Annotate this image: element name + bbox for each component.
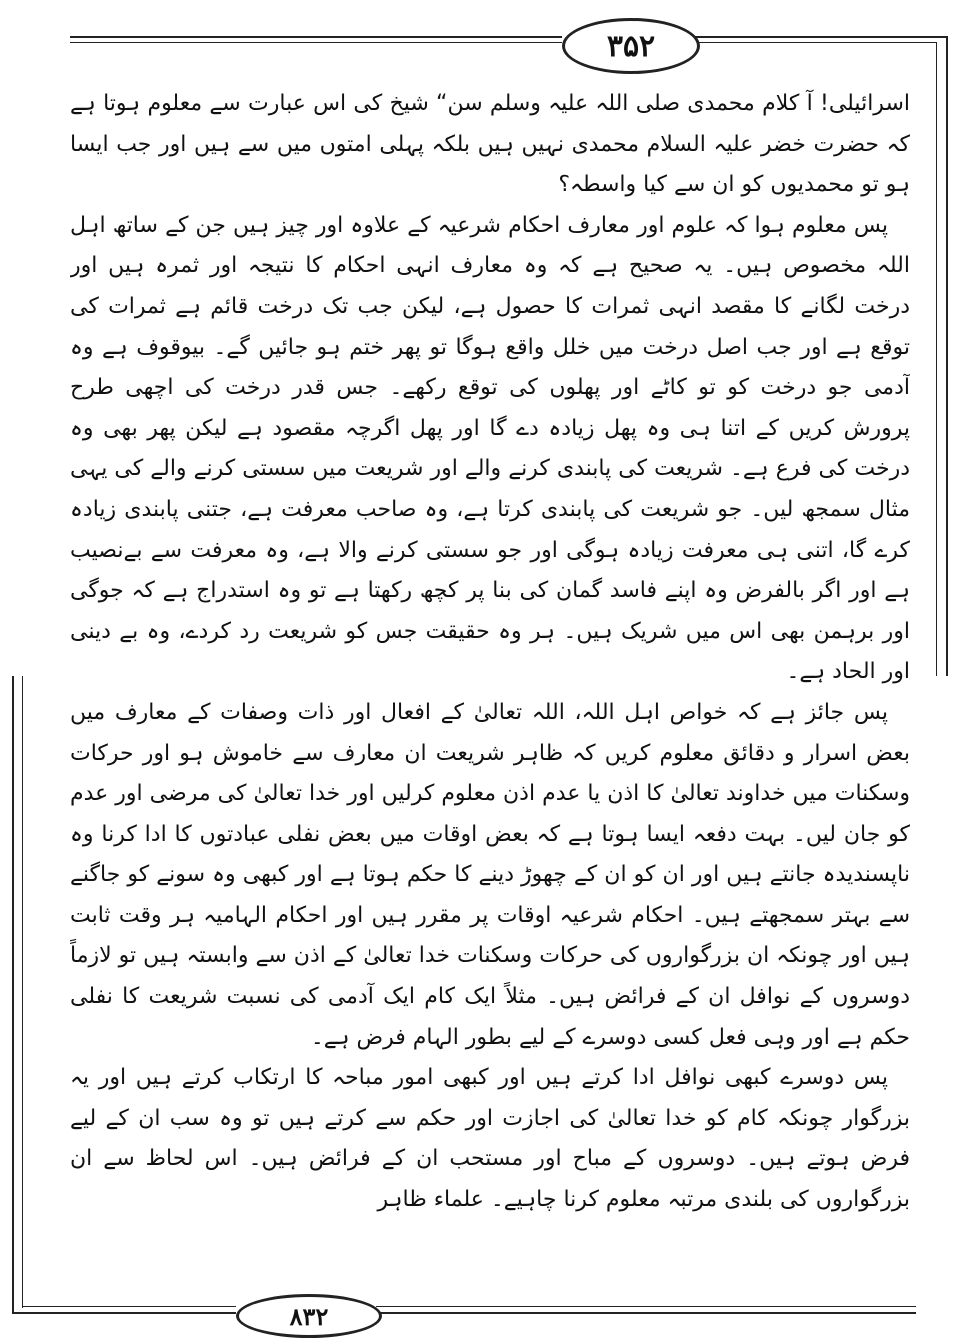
frame-top-line-right-outer	[694, 36, 948, 38]
paragraph-4: پس دوسرے کبھی نوافل ادا کرتے ہیں اور کبھی امور مباحہ کا ارتکاب کرتے ہیں اور یہ بزرگوار چونکہ کام کو خدا تعالیٰ کی اجازت اور حکم سے کرتے ہیں تو وہ سب ان کے لیے فرض ہوتے ہیں۔ دوسروں کے مباح اور مستحب ان کے فرائض ہیں۔ اس لحاظ سے ان بزرگواروں کی بلندی مرتبہ معلوم کرنا چاہیے۔ علماء ظاہر	[70, 1065, 910, 1213]
frame-right-line-inner	[936, 42, 937, 676]
frame-bottom-line-outer	[12, 1312, 236, 1314]
frame-bottom-line-right-outer	[376, 1312, 916, 1314]
frame-left-line-outer	[12, 676, 14, 1314]
footer-page-number: ۸۳۲	[236, 1294, 382, 1338]
paragraph-1: اسرائیلی! آ کلام محمدی صلی اللہ علیہ وسلم سن“ شیخ کی اس عبارت سے معلوم ہوتا ہے کہ حضرت خضر علیہ السلام محمدی نہیں ہیں بلکہ پہلی امتوں میں سے ہیں اور جب ایسا ہو تو محمدیوں کو ان سے کیا واسطہ؟	[70, 91, 910, 198]
frame-bottom-line-inner	[22, 1306, 236, 1307]
frame-right-line-outer	[946, 36, 948, 676]
frame-top-line-inner	[70, 42, 562, 43]
page-body	[70, 84, 910, 1284]
frame-top-line-right-inner	[694, 42, 936, 43]
paragraph-3: پس جائز ہے کہ خواص اہل اللہ، اللہ تعالیٰ کے افعال اور ذات وصفات کے معارف میں بعض اسرار و دقائق معلوم کریں کہ ظاہر شریعت ان معارف سے خاموش ہو اور حرکات وسکنات میں خداوند تعالیٰ کا اذن یا عدم اذن معلوم کرلیں اور خدا تعالیٰ کی مرضی اور عدم کو جان لیں۔ بہت دفعہ ایسا ہوتا ہے کہ بعض اوقات میں بعض نفلی عبادتوں کا ادا کرنا وہ ناپسندیدہ جانتے ہیں اور ان کو ان کے چھوڑ دینے کا حکم ہوتا ہے اور کبھی وہ سونے کو جاگنے سے بہتر سمجھتے ہیں۔ احکام شرعیہ اوقات پر مقرر ہیں اور احکام الہامیہ ہر وقت ثابت ہیں اور چونکہ ان بزرگواروں کی حرکات وسکنات خدا تعالیٰ کے اذن سے وابستہ ہیں تو لازماً دوسروں کے نوافل ان کے فرائض ہیں۔ مثلاً ایک کام ایک آدمی کی نسبت شریعت کا نفلی حکم ہے اور وہی فعل کسی دوسرے کے لیے بطور الہام فرض ہے۔	[70, 699, 910, 1050]
header-page-number: ۳۵۲	[562, 18, 700, 74]
frame-top-line-outer	[70, 36, 562, 38]
frame-left-line-inner	[22, 676, 23, 1308]
paragraph-2: پس معلوم ہوا کہ علوم اور معارف احکام شرعیہ کے علاوہ اور چیز ہیں جن کے ساتھ اہل اللہ مخصوص ہیں۔ یہ صحیح ہے کہ وہ معارف انہی احکام کا نتیجہ اور ثمرہ ہیں اور درخت لگانے کا مقصد انہی ثمرات کا حصول ہے، لیکن جب تک درخت قائم ہے ثمرات کی توقع ہے اور جب اصل درخت میں خلل واقع ہوگا تو پھر ختم ہو جائیں گے۔ بیوقوف ہے وہ آدمی جو درخت کو تو کاٹے اور پھلوں کی توقع رکھے۔ جس قدر درخت کی اچھی طرح پرورش کریں کے اتنا ہی وہ پھل زیادہ دے گا اور پھل اگرچہ مقصود ہے لیکن پھر بھی وہ درخت کی فرع ہے۔ شریعت کی پابندی کرنے والے اور شریعت میں سستی کرنے والے کی یہی مثال سمجھ لیں۔ جو شریعت کی پابندی کرتا ہے، وہ صاحب معرفت ہے، جتنی پابندی زیادہ کرے گا، اتنی ہی معرفت زیادہ ہوگی اور جو سستی کرنے والا ہے، وہ معرفت سے بےنصیب ہے اور اگر بالفرض وہ اپنے فاسد گمان کی بنا پر کچھ رکھتا ہے تو وہ استدراج ہے کہ جوگی اور برہمن بھی اس میں شریک ہیں۔ ہر وہ حقیقت جس کو شریعت رد کردے، وہ بے دینی اور الحاد ہے۔	[70, 212, 910, 685]
frame-bottom-line-right-inner	[376, 1306, 916, 1307]
